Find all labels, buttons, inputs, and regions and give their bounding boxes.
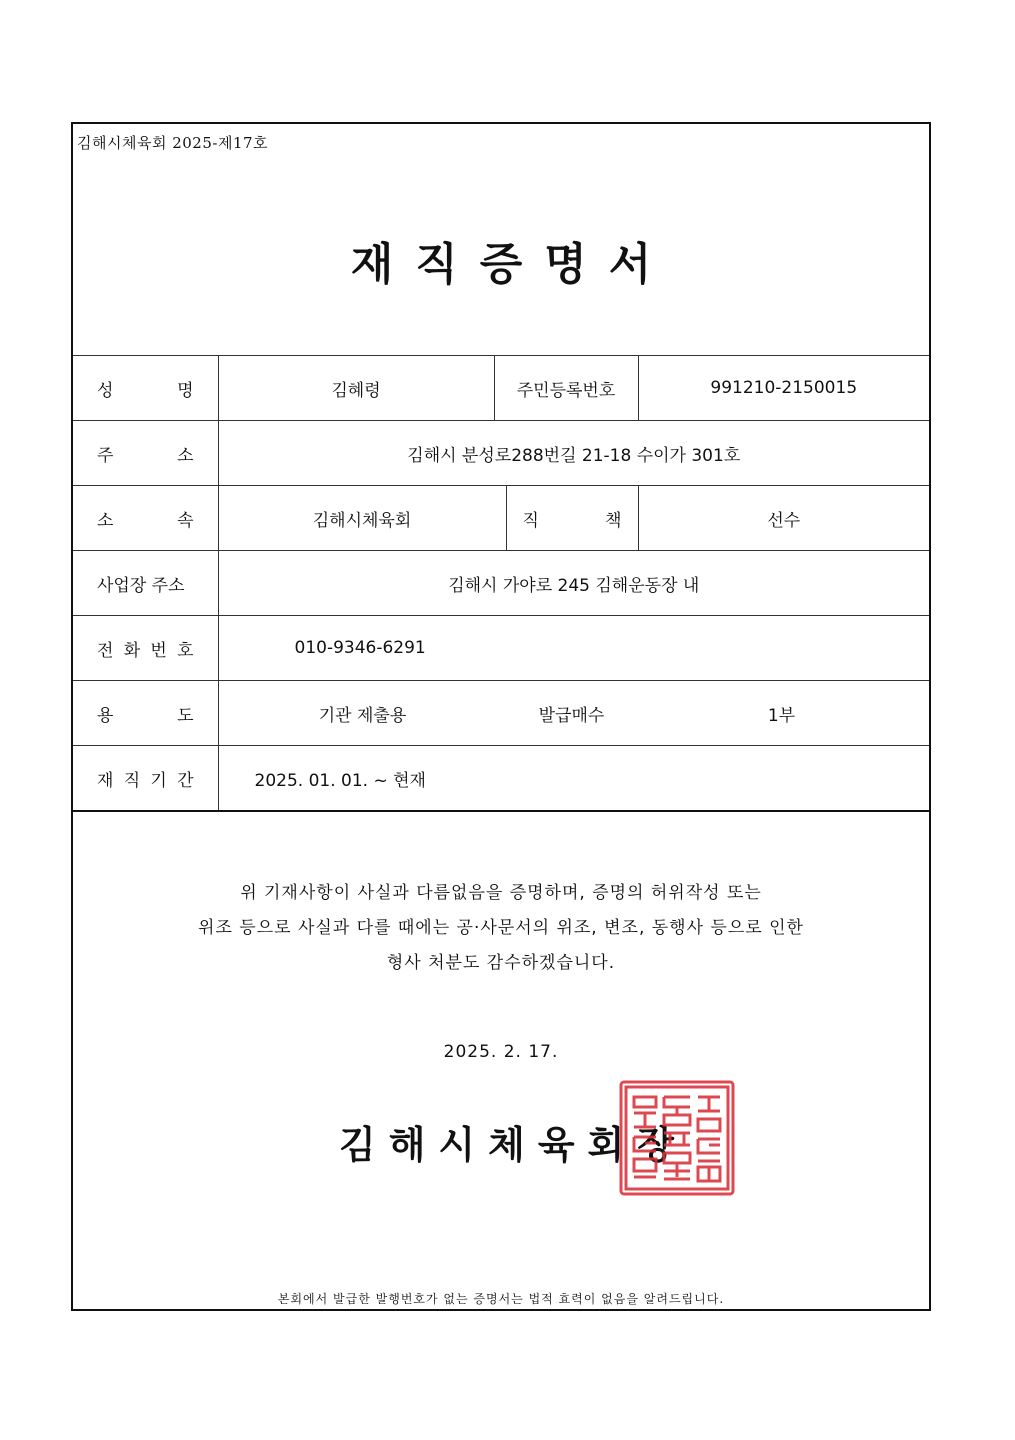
purpose-value: 기관 제출용	[318, 705, 407, 726]
statement-line: 형사 처분도 감수하겠습니다.	[386, 953, 616, 973]
statement-line: 위 기재사항이 사실과 다름없음을 증명하며, 증명의 허위작성 또는	[240, 883, 762, 903]
phone-value: 010-9346-6291	[218, 616, 929, 681]
period-value: 2025. 01. 01. ~ 현재	[218, 746, 929, 812]
position-label: 직 책	[506, 486, 638, 551]
rrn-label: 주민등록번호	[494, 356, 638, 421]
name-value: 김혜령	[218, 356, 494, 421]
position-value: 선수	[638, 486, 929, 551]
document-title: 재직증명서	[350, 239, 674, 290]
affiliation-label: 소 속	[73, 486, 218, 551]
footer-notice: 본회에서 발급한 발행번호가 없는 증명서는 법적 효력이 없음을 알려드립니다.	[277, 1292, 725, 1306]
phone-label: 전 화 번 호	[73, 616, 218, 681]
rrn-value: 991210-2150015	[638, 356, 929, 421]
document-number: 김해시체육회 2025-제17호	[77, 134, 269, 152]
period-label: 재 직 기 간	[73, 746, 218, 812]
row-workplace	[73, 551, 929, 616]
certificate-document	[71, 122, 931, 1311]
copies-value: 1부	[767, 705, 796, 726]
name-label: 성 명	[73, 356, 218, 421]
row-phone	[73, 616, 929, 681]
row-affiliation	[73, 486, 929, 551]
purpose-cell	[218, 681, 929, 746]
row-address	[73, 421, 929, 486]
certification-statement	[73, 876, 929, 981]
row-purpose	[73, 681, 929, 746]
affiliation-value: 김해시체육회	[218, 486, 506, 551]
row-name	[73, 356, 929, 421]
statement-line: 위조 등으로 사실과 다를 때에는 공·사문서의 위조, 변조, 동행사 등으로 인한	[198, 918, 804, 938]
purpose-label: 용 도	[73, 681, 218, 746]
address-value: 김해시 분성로288번길 21-18 수이가 301호	[218, 421, 929, 486]
workplace-label: 사업장 주소	[73, 551, 218, 616]
official-seal-stamp	[618, 1079, 736, 1197]
address-label: 주 소	[73, 421, 218, 486]
row-period	[73, 746, 929, 812]
employee-info-table	[73, 355, 929, 812]
issue-date: 2025. 2. 17.	[443, 1042, 559, 1062]
issuer-name: 김해시체육회장	[339, 1123, 687, 1167]
copies-label: 발급매수	[538, 705, 605, 726]
workplace-address-value: 김해시 가야로 245 김해운동장 내	[218, 551, 929, 616]
